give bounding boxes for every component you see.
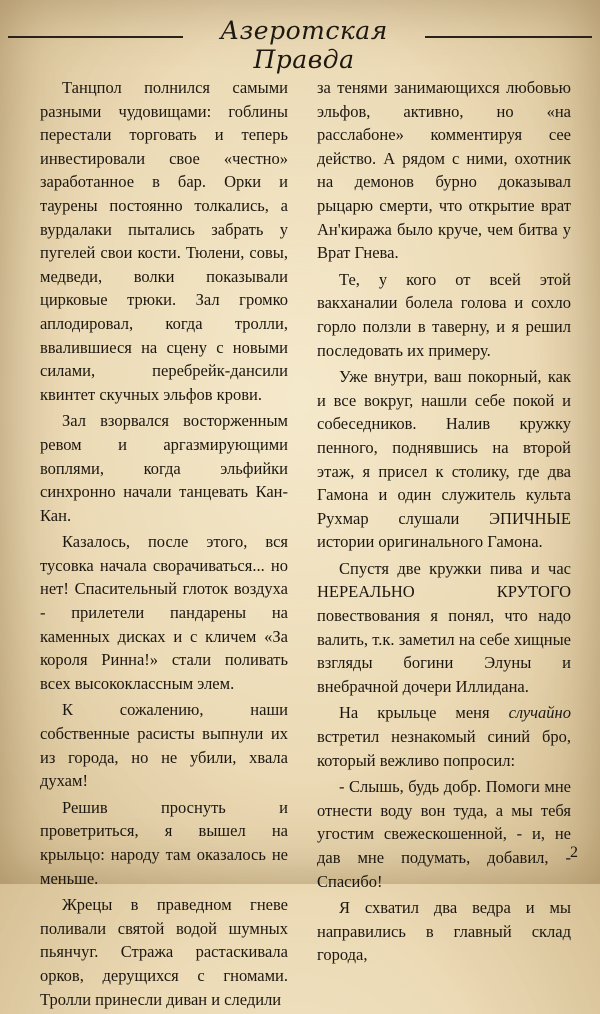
paragraph: Решив проснуть и проветриться, я вышел на крыльцо: народу там оказалось не меньше.: [40, 797, 288, 888]
paragraph: Те, у кого от всей этой вакханалии болела голова и сохло горло ползли в таверну, и я решил последовать их примеру.: [317, 269, 571, 360]
masthead-rule-right: [425, 36, 592, 38]
paragraph: - Слышь, будь добр. Помоги мне отнести воду вон туда, а мы тебя угостим свежескошенной, - и, не дав мне подумать, добавил, - Спасибо!: [317, 777, 571, 891]
paragraph: Уже внутри, ваш покорный, как и все вокруг, нашли себе покой и собеседников. Налив кружку пенного, поднявшись на второй этаж, я присел к столику, где два Гамона и один служитель культа Рухмар слушали ЭПИЧНЫЕ истории оригинального Гамона.: [317, 367, 571, 552]
paragraph: Я схватил два ведра и мы направились в главный склад города,: [317, 898, 571, 965]
paragraph: Спустя две кружки пива и час НЕРЕАЛЬНО КРУТОГО повествования я понял, что надо валить, т.к. заметил на себе хищные взгляды богини Элуны и внебрачной дочери Иллидана.: [317, 558, 571, 696]
paragraph: К сожалению, наши собственные расисты выпнули их из города, но не убили, хвала духам!: [40, 700, 288, 791]
paragraph-continued: за тенями занимающихся любовью эльфов, активно, но «на расслабоне» комментируя сее действо. А рядом с ними, охотник на демонов бурно доказывал рыцарю смерти, что открытие врат Ан'киража было круче, чем битва у Врат Гнева.: [317, 78, 571, 263]
paragraph-text: встретил незнакомый синий бро, который вежливо попросил:: [317, 727, 571, 770]
paragraph: Казалось, после этого, вся тусовка начала сворачиваться... но нет! Спасительный глоток воздуха - прилетели пандарены на каменных дисках и с кличем «За короля Ринна!» стали поливать всех высококлассным элем.: [40, 532, 288, 693]
paragraph: Танцпол полнился самыми разными чудовищами: гоблины перестали торговать и теперь инвестировали свое «честно» заработанное в бар. Орки и таурены постоянно толкались, а вурдалаки пытались забрать у пугелей свои кости. Тюлени, совы, медведи, волки показывали цирковые трюки. Зал громко аплодировал, когда тролли, ввалившиеся на сцену с новыми силами, перебрейк-дансили квинтет скучных эльфов крови.: [40, 78, 288, 404]
article-column-right: [317, 76, 571, 970]
paragraph: [317, 701, 571, 772]
paragraph: Зал взорвался восторженным ревом и аргазмирующими воплями, когда эльфийки синхронно начали танцевать Кан-Кан.: [40, 411, 288, 525]
emphasis-word: случайно: [508, 703, 571, 723]
masthead-rule-left: [8, 36, 183, 38]
paragraph-text: На крыльце меня: [339, 703, 509, 723]
masthead-title: Азеротская Правда: [220, 16, 388, 74]
article-column-left: [40, 76, 288, 1014]
page-number: 2: [570, 844, 578, 861]
paragraph: Жрецы в праведном гневе поливали святой водой шумных пьянчуг. Стража растаскивала орков, дерущихся с гномами. Тролли принесли диван и следили: [40, 895, 288, 1009]
masthead-header: [0, 14, 600, 74]
